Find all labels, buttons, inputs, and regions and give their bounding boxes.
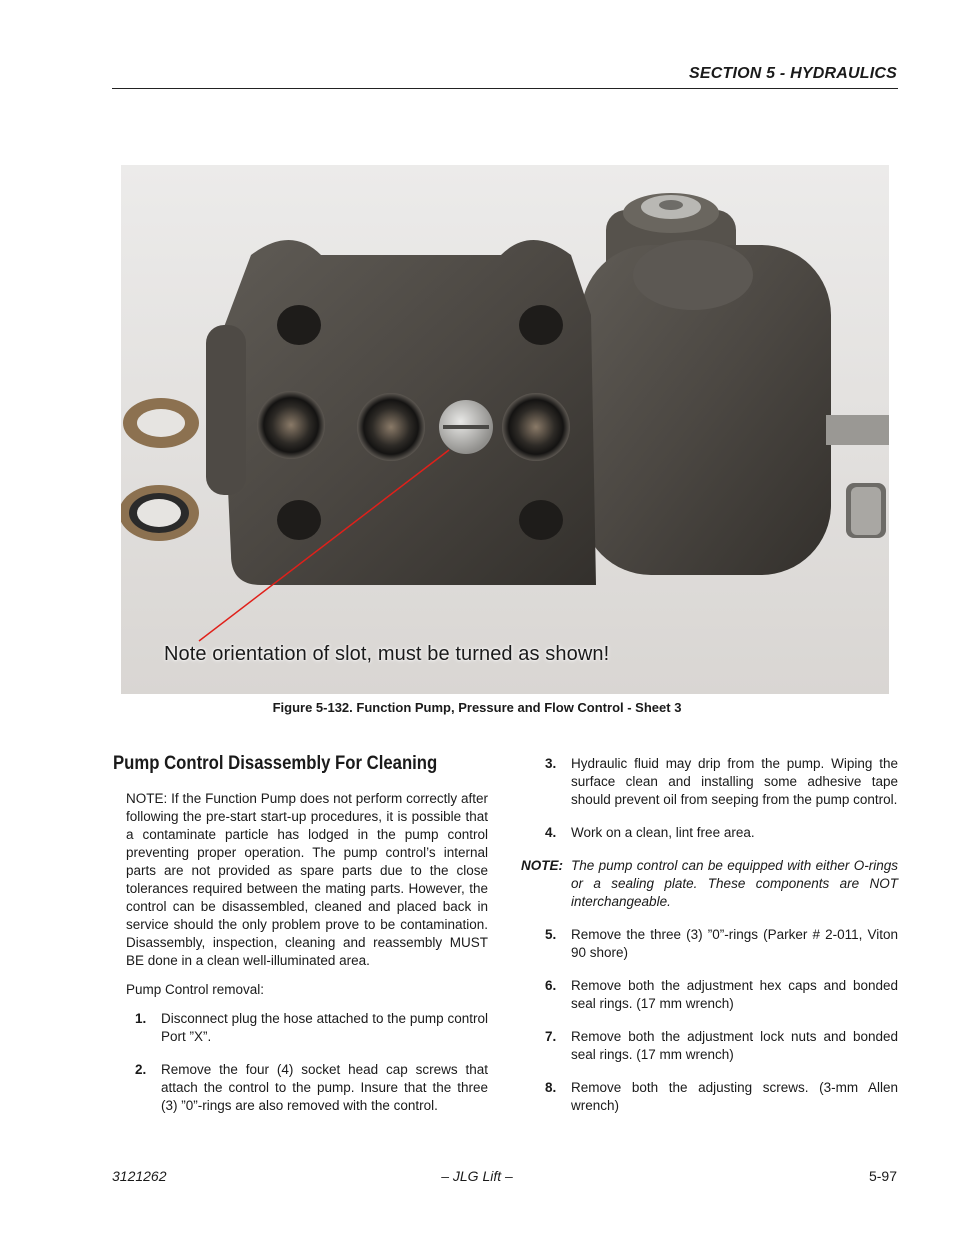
removal-label: Pump Control removal: xyxy=(126,982,265,997)
footer-doc-number: 3121262 xyxy=(112,1168,167,1184)
step-text: Work on a clean, lint free area. xyxy=(571,825,755,840)
pump-control-illustration xyxy=(121,165,889,694)
step-item xyxy=(521,926,898,962)
photo-annotation: Note orientation of slot, must be turned as shown! xyxy=(164,643,610,665)
section-heading: Pump Control Disassembly For Cleaning xyxy=(113,753,438,774)
step-item xyxy=(521,977,898,1013)
step-text: Remove both the adjusting screws. (3-mm Allen wrench) xyxy=(571,1080,898,1113)
step-item xyxy=(521,824,898,842)
step-text: Disconnect plug the hose attached to the pump control Port ”X”. xyxy=(161,1011,488,1044)
note-text: The pump control can be equipped with either O-rings or a sealing plate. These components are NOT interchangeable. xyxy=(571,858,898,909)
step-number: 1. xyxy=(135,1011,147,1026)
note-label: NOTE: xyxy=(521,858,563,873)
left-column xyxy=(126,790,488,1130)
step-item xyxy=(126,1010,488,1046)
figure-caption: Figure 5-132. Function Pump, Pressure and Flow Control - Sheet 3 xyxy=(272,700,682,715)
step-number: 3. xyxy=(545,756,557,771)
step-number: 7. xyxy=(545,1029,557,1044)
intro-note: NOTE: If the Function Pump does not perform correctly after following the pre-start start-up procedures, it is possible that a contaminate particle has lodged in the pump control preventing proper operation. The pump control’s internal parts are not provided as spare parts due to the close tolerances required between the mating parts. However, the control can be disassembled, cleaned and placed back in service should the only problem prove to be contamination. Disassembly, inspection, cleaning and reassembly MUST BE done in a clean well-illuminated area. xyxy=(126,791,488,968)
step-text: Remove the three (3) ”0”-rings (Parker # 2-011, Viton 90 shore) xyxy=(571,927,898,960)
footer-publisher: – JLG Lift – xyxy=(441,1168,513,1184)
step-number: 6. xyxy=(545,978,557,993)
right-column xyxy=(521,755,898,1130)
note-block xyxy=(521,857,898,911)
step-item xyxy=(521,1028,898,1064)
header-rule xyxy=(112,88,898,89)
section-header-title: SECTION 5 - HYDRAULICS xyxy=(689,65,897,82)
step-text: Remove the four (4) socket head cap screws that attach the control to the pump. Insure that the three (3) ”0”-rings are also removed with the control. xyxy=(161,1062,488,1113)
step-text: Hydraulic fluid may drip from the pump. Wiping the surface clean and installing some adhesive tape should prevent oil from seeping from the pump control. xyxy=(571,756,898,807)
footer-page-number: 5-97 xyxy=(868,1168,897,1184)
step-text: Remove both the adjustment hex caps and bonded seal rings. (17 mm wrench) xyxy=(571,978,898,1011)
step-number: 4. xyxy=(545,825,557,840)
step-text: Remove both the adjustment lock nuts and bonded seal rings. (17 mm wrench) xyxy=(571,1029,898,1062)
step-item xyxy=(521,1079,898,1115)
step-number: 2. xyxy=(135,1062,147,1077)
step-item xyxy=(126,1061,488,1115)
step-item xyxy=(521,755,898,809)
step-number: 8. xyxy=(545,1080,557,1095)
figure-photo xyxy=(121,165,889,694)
step-number: 5. xyxy=(545,927,557,942)
